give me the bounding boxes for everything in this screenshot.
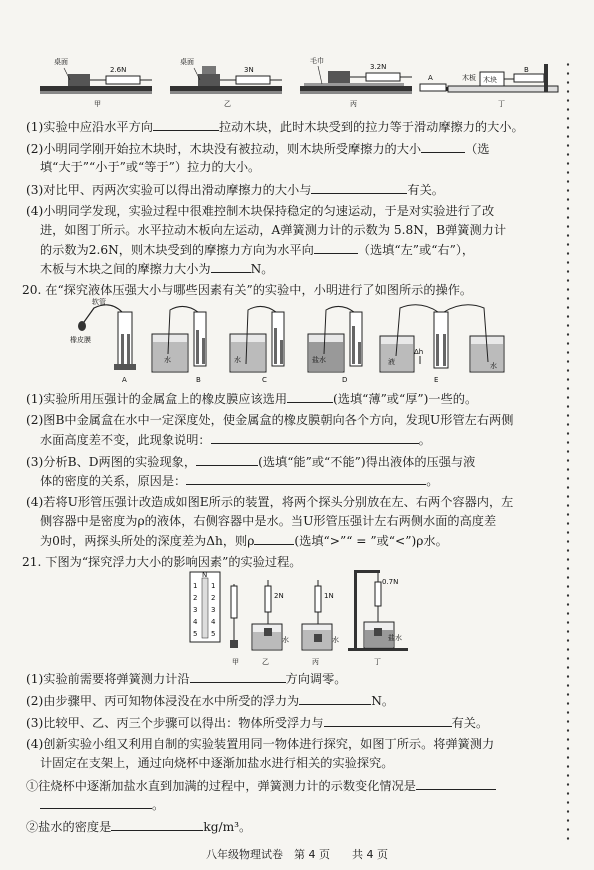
svg-text:水: 水 <box>282 636 289 644</box>
fig19-yi-caption: 乙 <box>224 100 231 108</box>
fig21-jia-scale <box>190 571 239 666</box>
svg-text:2: 2 <box>211 594 216 602</box>
fig20-e-water: 水 <box>490 362 497 370</box>
fig20-e <box>380 305 504 384</box>
q20-blank-2[interactable] <box>211 431 419 444</box>
fig19-yi-force: 3N <box>244 66 254 74</box>
q19-part4-line2: 进，如图丁所示。水平拉动木板向左运动，A弹簧测力计的示数为 5.8N，B弹簧测力计 <box>40 223 507 237</box>
fig20-b-water: 水 <box>164 356 171 364</box>
svg-text:3: 3 <box>211 606 216 614</box>
svg-text:水: 水 <box>332 636 339 644</box>
fig19-bing-force: 3.2N <box>370 63 387 71</box>
svg-text:丁: 丁 <box>374 658 381 666</box>
fig19-yi <box>170 57 282 108</box>
q21-blank-3[interactable] <box>324 714 452 727</box>
q21-sub1-cont: 。 <box>40 796 164 813</box>
q20-blank-4[interactable] <box>186 472 426 485</box>
q21-title: 21. 下图为“探究浮力大小的影响因素”的实验过程。 <box>22 555 302 569</box>
svg-text:4: 4 <box>193 618 198 626</box>
q19-part4-line4: 木板与木块之间的摩擦力大小为 N。 <box>40 262 274 276</box>
fig19-ding-board: 木板 <box>462 74 476 82</box>
svg-text:甲: 甲 <box>232 658 239 666</box>
q21-part1: (1)实验前需要将弹簧测力计沿 方向调零。 <box>26 672 347 686</box>
fig21-yi <box>252 580 289 666</box>
q21-part3: (3)比较甲、乙、丙三个步骤可以得出：物体所受浮力与 有关。 <box>26 716 489 730</box>
fig20-membrane-label: 橡皮膜 <box>70 336 91 344</box>
fig20-label-a: A <box>122 376 127 384</box>
fig19-jia-surface: 桌面 <box>54 58 68 66</box>
svg-text:丙: 丙 <box>312 658 319 666</box>
figure-20-pressure-gauge <box>70 298 510 384</box>
svg-text:盐水: 盐水 <box>388 634 402 642</box>
fig21-scale-unit: N <box>202 571 208 579</box>
q20-part2-line2: 水面高度差不变，此现象说明： 。 <box>40 433 431 447</box>
q19-part1: (1)实验中应沿水平方向 拉动木块，此时木块受到的拉力等于滑动摩擦力的大小。 <box>26 120 524 134</box>
q21-blank-1[interactable] <box>190 670 286 683</box>
fig19-jia-caption: 甲 <box>94 100 101 108</box>
fig20-e-liquid: 液 <box>388 358 395 366</box>
svg-text:乙: 乙 <box>262 658 269 666</box>
fig20-e-dh: Δh <box>414 348 424 356</box>
fig19-ding-a: A <box>428 74 433 82</box>
fig19-ding <box>420 64 558 108</box>
q21-sub1: ①往烧杯中逐渐加盐水直到加满的过程中，弹簧测力计的示数变化情况是 <box>26 777 496 794</box>
q19-blank-1[interactable] <box>153 118 219 131</box>
q21-part2: (2)由步骤甲、丙可知物体浸没在水中所受的浮力为 N。 <box>26 694 395 708</box>
fig19-ding-block: 木块 <box>483 76 497 84</box>
q19-part2-cont: 填“大于”“小于”或“等于”）拉力的大小。 <box>40 160 261 174</box>
fig20-label-c: C <box>262 376 267 384</box>
fig19-jia <box>40 57 152 108</box>
fig20-b <box>152 306 206 384</box>
q19-blank-2[interactable] <box>421 140 465 153</box>
q21-part4-line2: 计固定在支架上，通过向烧杯中逐渐加盐水进行相关的实验探究。 <box>40 756 394 770</box>
svg-text:5: 5 <box>193 630 198 638</box>
q21-sub2: ②盐水的密度是 kg/m³。 <box>26 820 252 834</box>
fig20-a <box>70 298 136 384</box>
svg-text:2: 2 <box>193 594 198 602</box>
q20-part2-line1: (2)图B中金属盒在水中一定深度处，使金属盒的橡皮膜朝向各个方向，发现U形管左右两侧 <box>26 413 514 427</box>
fig19-bing-surface: 毛巾 <box>310 57 324 65</box>
q19-part2: (2)小明同学刚开始拉木块时，木块没有被拉动，则木块所受摩擦力的大小 （选 <box>26 142 490 156</box>
q21-part4-line1: (4)创新实验小组又利用自制的实验装置用同一物体进行探究，如图丁所示。将弹簧测力 <box>26 737 495 751</box>
q20-part3-line1: (3)分析B、D两图的实验现象， (选填“能”或“不能”)得出液体的压强与液 <box>26 455 476 469</box>
fig20-tube-label: 软管 <box>92 298 106 306</box>
fig20-label-d: D <box>342 376 348 384</box>
fig20-d-brine: 盐水 <box>312 356 326 364</box>
fig19-ding-b: B <box>524 66 529 74</box>
fig21-bing <box>302 580 339 666</box>
q21-blank-5[interactable] <box>111 818 203 831</box>
fig19-yi-surface: 桌面 <box>180 58 194 66</box>
q19-part3: (3)对比甲、丙两次实验可以得出滑动摩擦力的大小与 有关。 <box>26 183 444 197</box>
fig19-bing <box>300 56 412 108</box>
fig20-c-water: 水 <box>234 356 241 364</box>
page-footer: 八年级物理试卷 第 4 页 共 4 页 <box>206 848 388 861</box>
svg-text:3: 3 <box>193 606 198 614</box>
q21-blank-2[interactable] <box>299 692 371 705</box>
binding-dotted-line <box>566 60 570 840</box>
fig20-label-b: B <box>196 376 201 384</box>
fig19-ding-caption: 丁 <box>498 100 505 108</box>
q19-part4-line1: (4)小明同学发现，实验过程中很难控制木块保持稳定的匀速运动，于是对实验进行了改 <box>26 204 495 218</box>
svg-text:1: 1 <box>193 582 198 590</box>
svg-text:0.7N: 0.7N <box>382 578 399 586</box>
fig20-label-e: E <box>434 376 439 384</box>
svg-text:1: 1 <box>211 582 216 590</box>
svg-text:2N: 2N <box>274 592 284 600</box>
svg-text:5: 5 <box>211 630 216 638</box>
q20-part4-line1: (4)若将U形管压强计改造成如图E所示的装置，将两个探头分别放在左、右两个容器内，左 <box>26 495 514 509</box>
q20-part4-line3: 为0时，两探头所处的深度差为Δh，则ρ (选填“>”“ = ”或“<”)ρ水。 <box>40 534 448 548</box>
q20-title: 20. 在“探究液体压强大小与哪些因素有关”的实验中，小明进行了如图所示的操作。 <box>22 283 473 297</box>
fig20-c <box>230 306 284 384</box>
q20-blank-5[interactable] <box>254 532 294 545</box>
fig20-d <box>308 306 362 384</box>
q20-part3-line2: 体的密度的关系，原因是： 。 <box>40 474 439 488</box>
q20-blank-3[interactable] <box>196 453 258 466</box>
q20-part1: (1)实验所用压强计的金属盒上的橡皮膜应该选用 (选填“薄”或“厚”)一些的。 <box>26 392 478 406</box>
figure-19-friction <box>40 54 560 112</box>
q21-blank-4[interactable] <box>416 777 496 790</box>
q19-blank-4[interactable] <box>314 241 358 254</box>
q20-blank-1[interactable] <box>287 390 333 403</box>
svg-text:4: 4 <box>211 618 216 626</box>
q19-part4-line3: 的示数为2.6N，则木块受到的摩擦力方向为水平向 （选填“左”或“右”）， <box>40 243 475 257</box>
q20-part4-line2: 侧容器中是密度为ρ的液体，右侧容器中是水。当U形管压强计左右两侧水面的高度差 <box>40 514 497 528</box>
svg-text:1N: 1N <box>324 592 334 600</box>
fig19-jia-force: 2.6N <box>110 66 127 74</box>
fig21-ding <box>348 570 408 666</box>
q19-blank-3[interactable] <box>311 181 407 194</box>
q19-blank-5[interactable] <box>211 260 251 273</box>
figure-21-buoyancy <box>178 568 418 668</box>
fig19-bing-caption: 丙 <box>350 100 357 108</box>
q21-blank-4b[interactable] <box>40 796 152 809</box>
